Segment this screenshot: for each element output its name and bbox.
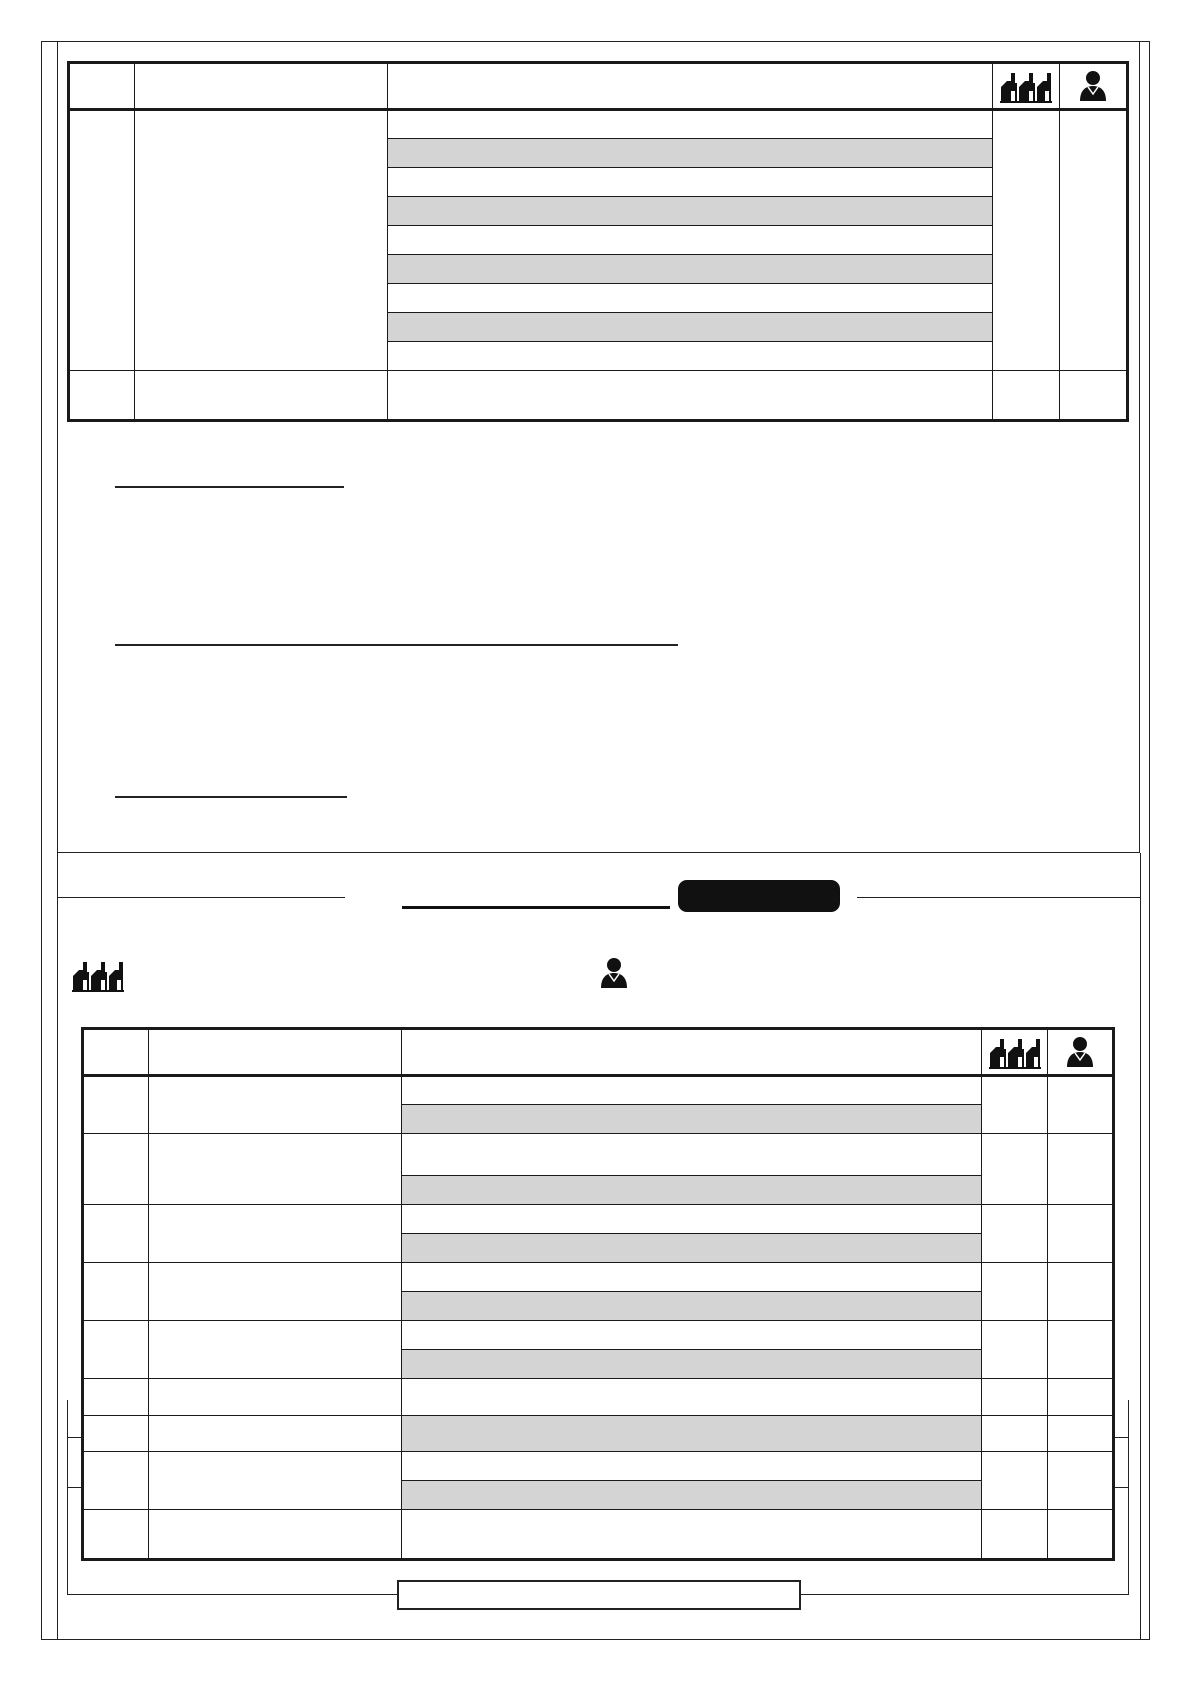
row-person [1048,1076,1114,1134]
person-icon [599,957,629,989]
backing-tick [67,1437,82,1438]
table-row [83,1379,1114,1416]
row-line [402,1416,982,1452]
backing-tick [1114,1487,1129,1488]
header-person [1048,1029,1114,1076]
row-line [402,1105,982,1134]
row-item [149,1263,402,1321]
header-person [1060,63,1128,110]
row-person [1060,110,1128,371]
row-line [402,1176,982,1205]
row-no [83,1205,149,1263]
row-line [388,168,993,197]
table-row [83,1076,1114,1105]
factory-icon [999,69,1053,103]
row-item [135,110,388,371]
table-row [83,1263,1114,1292]
lower-frame-right-edge [1140,853,1141,1640]
header-factory [982,1029,1048,1076]
row-item [149,1510,402,1560]
top-spec-table [67,61,1129,422]
row-line [388,197,993,226]
table-header-row [69,63,1128,110]
row-no [83,1263,149,1321]
row-line [388,226,993,255]
row-no [83,1510,149,1560]
backing-tick [67,1487,82,1488]
header-item [135,63,388,110]
row-line [388,110,993,139]
row-factory [982,1510,1048,1560]
row-line [388,313,993,342]
row-line [388,284,993,313]
row-no [83,1379,149,1416]
row-person [1048,1379,1114,1416]
row-item [149,1452,402,1510]
row-line [402,1134,982,1176]
row-person [1048,1452,1114,1510]
row-line [388,371,993,421]
table-row [83,1134,1114,1176]
section-rule-left [57,897,345,898]
header-factory [993,63,1060,110]
row-line [402,1205,982,1234]
header-no [69,63,135,110]
row-no [83,1076,149,1134]
row-factory [982,1452,1048,1510]
row-line [402,1350,982,1379]
row-person [1048,1205,1114,1263]
row-line [402,1234,982,1263]
row-item [149,1416,402,1452]
row-item [149,1134,402,1205]
row-no [83,1321,149,1379]
row-item [135,371,388,421]
bottom-spec-table [81,1027,1115,1561]
table-row [83,1321,1114,1350]
row-line [388,139,993,168]
header-description [402,1029,982,1076]
row-factory [982,1321,1048,1379]
row-factory [982,1379,1048,1416]
backing-tick [1114,1437,1129,1438]
row-person [1048,1134,1114,1205]
person-icon [1065,1036,1095,1068]
row-no [83,1416,149,1452]
row-factory [982,1416,1048,1452]
heading-3-underline [115,796,347,798]
table-header-row [83,1029,1114,1076]
row-factory [982,1205,1048,1263]
row-line [402,1481,982,1510]
row-factory [982,1263,1048,1321]
table-row [83,1510,1114,1560]
row-person [1060,371,1128,421]
person-icon [1078,70,1108,102]
row-person [1048,1263,1114,1321]
table-row [69,371,1128,421]
row-line [402,1292,982,1321]
section-badge [678,880,840,912]
header-no [83,1029,149,1076]
table-row [83,1416,1114,1452]
factory-icon [71,958,125,992]
row-no [69,110,135,371]
heading-2-underline [115,644,678,646]
heading-1-underline [115,486,344,488]
row-line [402,1379,982,1416]
row-line [402,1321,982,1350]
lower-frame-left-edge [57,853,58,1640]
section-title-underline [402,906,670,909]
row-no [83,1452,149,1510]
row-line [388,342,993,371]
table-row [83,1205,1114,1234]
row-line [402,1263,982,1292]
row-no [83,1134,149,1205]
header-item [149,1029,402,1076]
table-row [69,110,1128,139]
row-item [149,1379,402,1416]
footer-label-box [397,1580,801,1610]
header-description [388,63,993,110]
row-factory [993,110,1060,371]
row-person [1048,1416,1114,1452]
row-line [402,1452,982,1481]
row-no [69,371,135,421]
row-item [149,1321,402,1379]
row-factory [982,1134,1048,1205]
row-line [388,255,993,284]
row-factory [982,1076,1048,1134]
row-line [402,1510,982,1560]
row-item [149,1205,402,1263]
row-person [1048,1321,1114,1379]
factory-icon [988,1035,1042,1069]
row-factory [993,371,1060,421]
section-rule-right [857,897,1140,898]
row-person [1048,1510,1114,1560]
row-line [402,1076,982,1105]
row-item [149,1076,402,1134]
table-row [83,1452,1114,1481]
backing-left-edge [67,1400,68,1595]
